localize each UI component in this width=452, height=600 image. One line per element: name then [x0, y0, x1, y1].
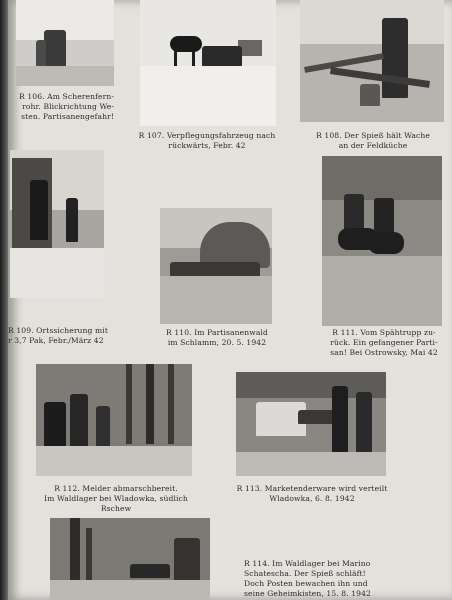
- caption-r110: R 110. Im Partisanenwald im Schlamm, 20. 5. 1942: [166, 328, 268, 347]
- book-page: [8, 0, 452, 600]
- photo-r108: [300, 0, 444, 122]
- photo-r113: [236, 372, 386, 476]
- caption-r109: R 109. Ortssicherung mit r 3,7 Pak, Febr./März 42: [8, 326, 108, 345]
- photo-r107: [140, 0, 276, 126]
- photo-r109: [10, 150, 104, 298]
- caption-r113: R 113. Marketenderware wird verteilt Wladowka, 6. 8. 1942: [236, 484, 388, 503]
- photo-r112: [36, 364, 192, 476]
- photo-r114: [50, 518, 210, 600]
- photo-r110: [160, 208, 272, 324]
- caption-r114: R 114. Im Waldlager bei Marino Schatescha. Der Spieß schläft! Doch Posten bewachen ihn und seine Geheimkisten, 15. 8. 1942: [244, 559, 371, 598]
- caption-r111: R 111. Vom Spähtrupp zu- rück. Ein gefangener Parti- san! Bei Ostrowsky, Mai 42: [330, 328, 438, 357]
- photo-r106: [16, 0, 114, 86]
- caption-r112: R 112. Melder abmarschbereit. Im Waldlager bei Wladowka, südlich Rschew: [44, 484, 188, 513]
- caption-r108: R 108. Der Spieß hält Wache an der Feldküche: [316, 131, 430, 150]
- caption-r106: R 106. Am Scherenfern- rohr. Blickrichtung We- sten. Partisanengefahr!: [19, 92, 114, 121]
- photo-r111: [322, 156, 442, 326]
- caption-r107: R 107. Verpflegungsfahrzeug nach rückwärts, Febr. 42: [138, 131, 276, 150]
